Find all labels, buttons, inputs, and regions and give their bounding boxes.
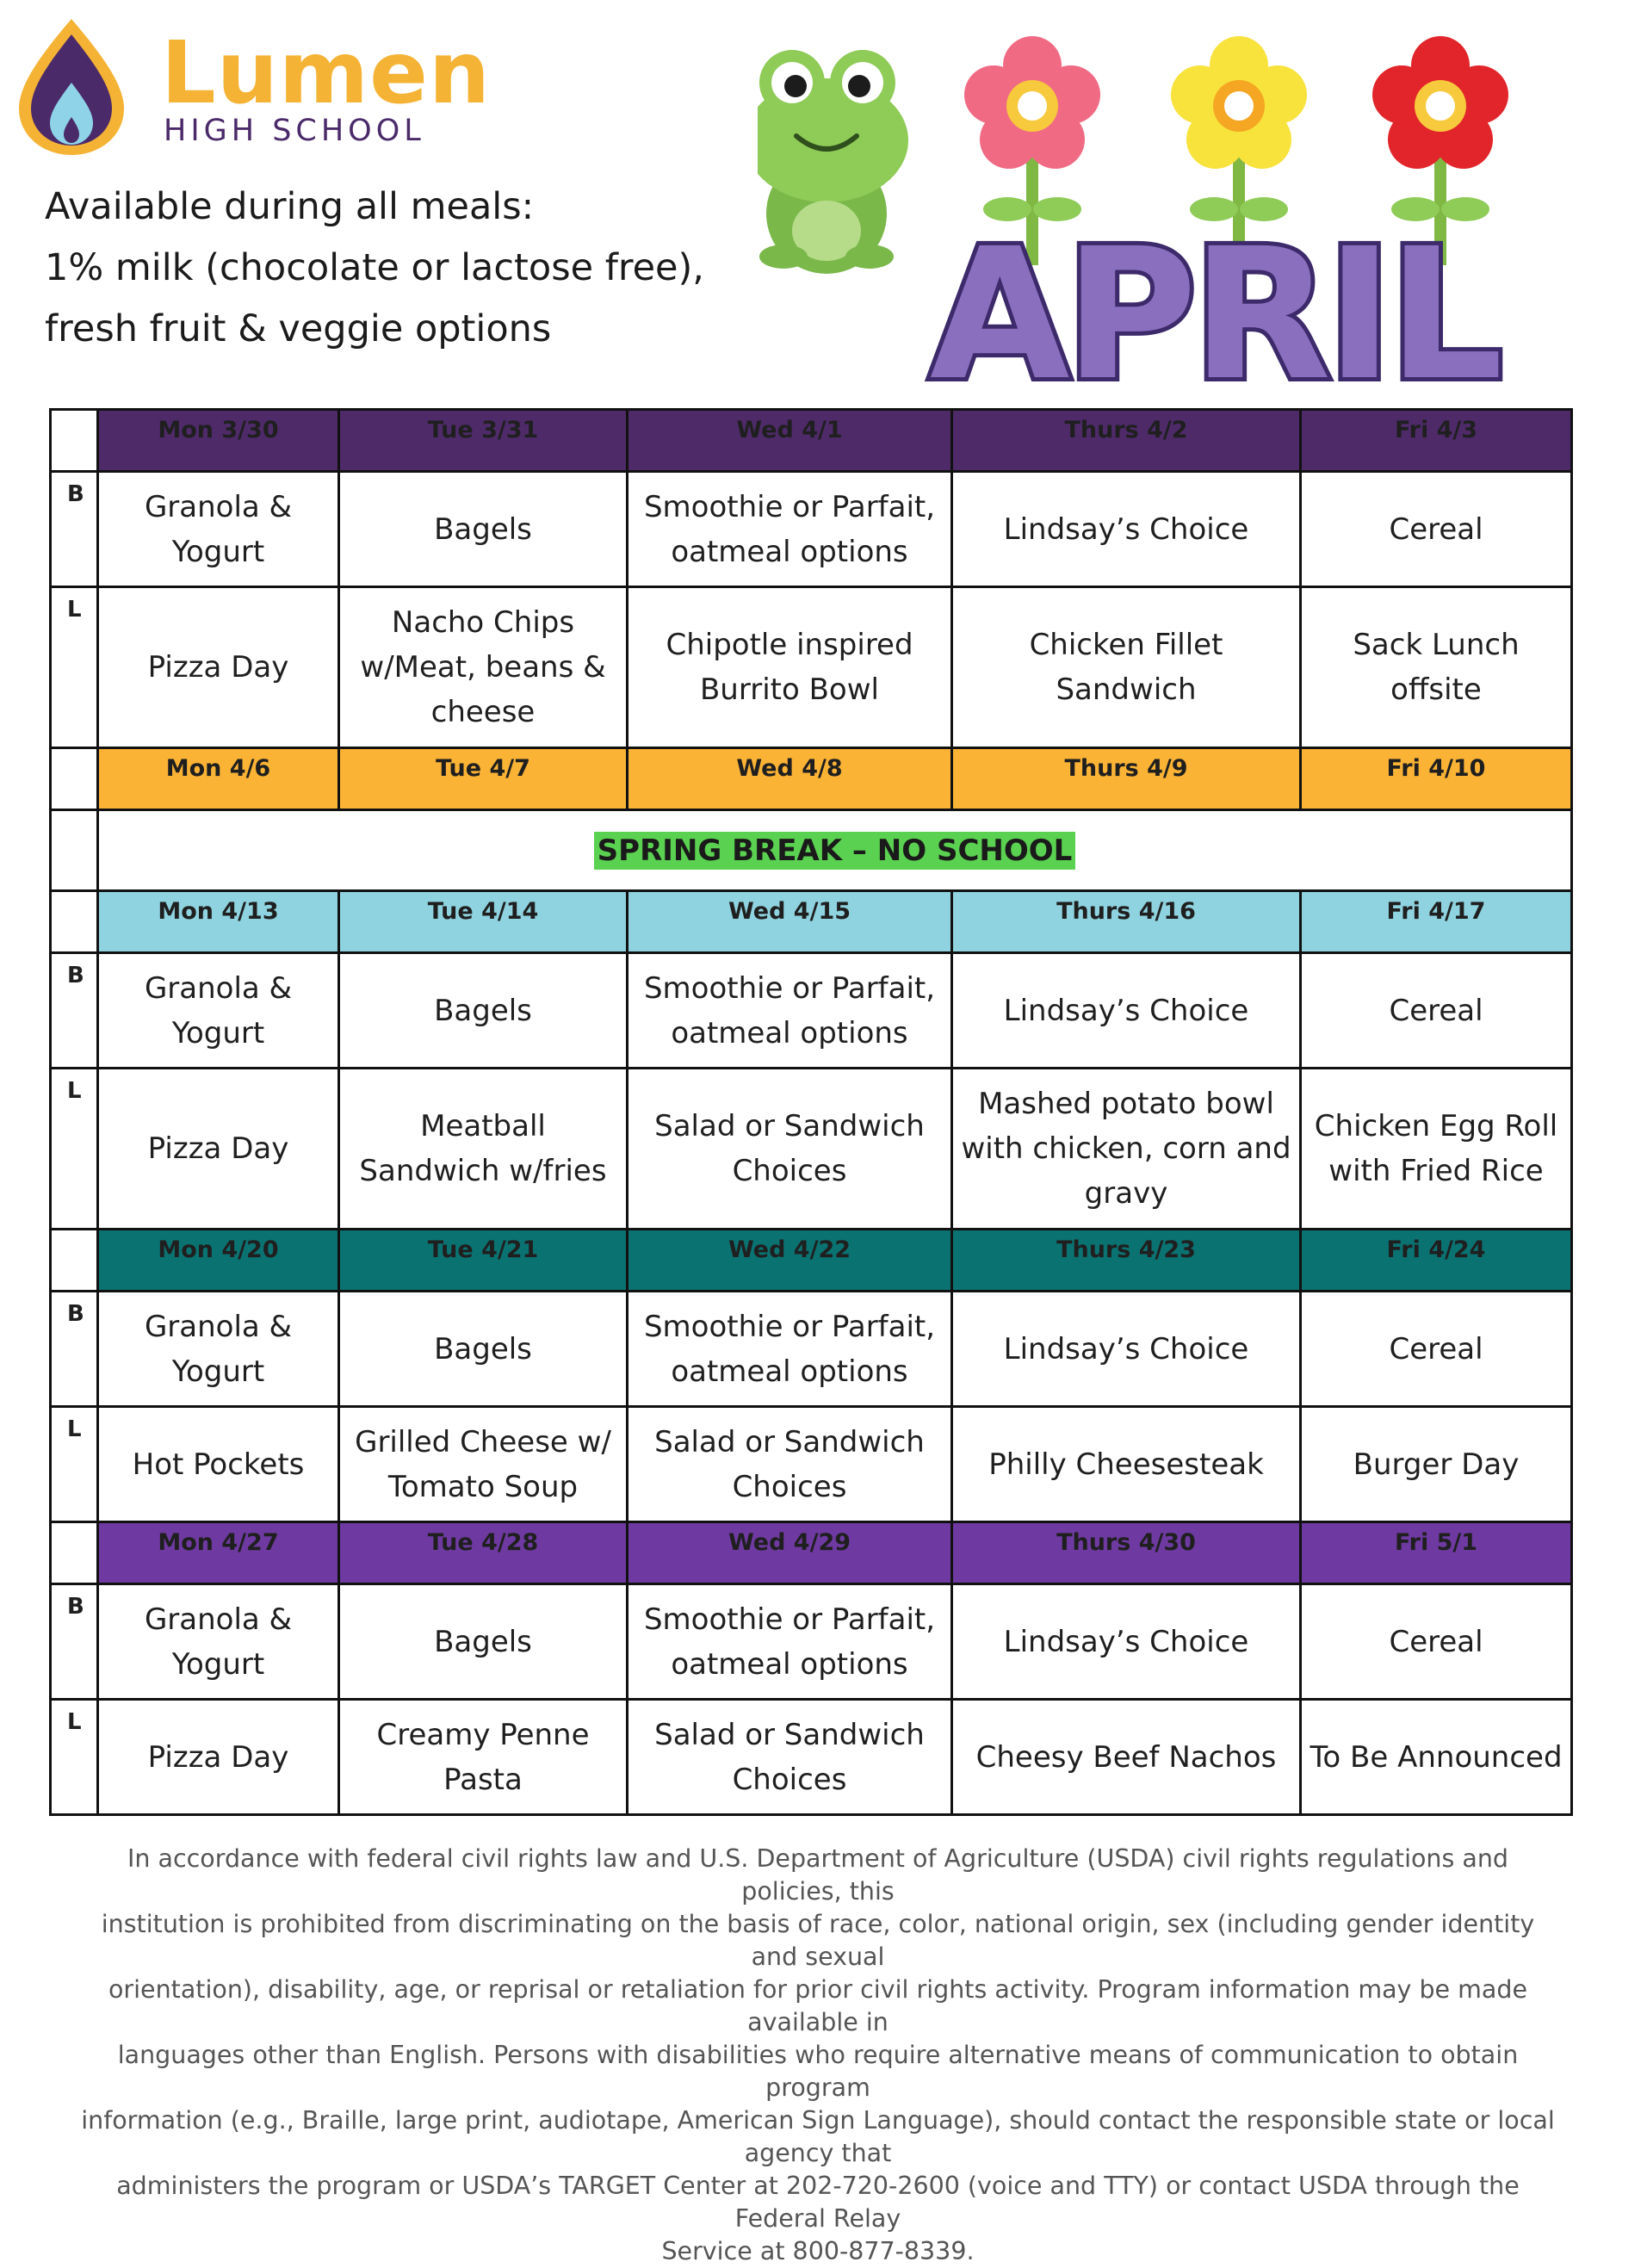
month-title: APRIL [929,209,1499,403]
day-header: Fri 4/17 [1301,891,1572,953]
intro-line: Available during all meals: [45,185,535,228]
menu-table [49,408,1573,1816]
breakfast-menu-cell [339,472,628,587]
menu-item-line: w/Meat, beans & [360,650,606,685]
breakfast-menu-cell [1301,1584,1572,1700]
menu-item-line: Granola & [144,489,293,524]
lunch-menu-cell [952,1069,1301,1230]
breakfast-menu-cell [628,953,952,1069]
breakfast-menu-cell [339,1292,628,1407]
menu-item-line: Mashed potato bowl [978,1087,1274,1121]
lunch-label: L [51,587,98,748]
day-header: Tue 3/31 [339,410,628,472]
menu-item-line: Choices [732,1154,847,1188]
footer-line: orientation), disability, age, or reprisal or retaliation for prior civil rights activity. Program information may be made available in [108,1975,1528,2036]
frog-icon [758,50,908,274]
day-header: Thurs 4/30 [952,1522,1301,1584]
footer-line: In accordance with federal civil rights law and U.S. Department of Agriculture (USDA) civil rights regulations and policies, this [127,1844,1509,1905]
lunch-menu-cell [339,587,628,748]
breakfast-menu-cell [98,472,339,587]
school-subtitle: HIGH SCHOOL [164,114,425,148]
menu-item-line: cheese [430,695,536,729]
lunch-menu-cell [952,587,1301,748]
breakfast-menu-cell [1301,953,1572,1069]
menu-item-line: To Be Announced [1310,1739,1563,1775]
lunch-menu-cell [339,1700,628,1815]
breakfast-label: B [51,953,98,1069]
lunch-menu-cell [1301,1407,1572,1522]
row-label-blank [51,1230,98,1292]
menu-item-line: Salad or Sandwich [654,1109,925,1143]
menu-item-line: Smoothie or Parfait, [643,489,936,524]
menu-item-line: Bagels [434,1624,532,1659]
menu-item-line: offsite [1390,672,1482,707]
lunch-menu-cell [628,1407,952,1522]
lunch-menu-cell [1301,1700,1572,1815]
breakfast-label: B [51,472,98,587]
menu-item-line: Nacho Chips [391,605,575,640]
menu-item-line: Burrito Bowl [699,672,879,707]
menu-item-line: Tomato Soup [387,1469,579,1504]
menu-item-line: with chicken, corn and [961,1131,1291,1166]
lunch-menu-cell [98,1407,339,1522]
lunch-menu-cell [339,1069,628,1230]
breakfast-menu-cell [98,1292,339,1407]
menu-item-line: Sandwich [1056,672,1197,707]
day-header: Wed 4/8 [628,748,952,810]
day-header: Mon 4/27 [98,1522,339,1584]
menu-item-line: with Fried Rice [1328,1154,1544,1188]
menu-item-line: Philly Cheesesteak [988,1447,1264,1482]
week-header-row [51,410,1572,472]
lunch-label: L [51,1407,98,1522]
day-header: Tue 4/21 [339,1230,628,1292]
lunch-label: L [51,1069,98,1230]
menu-item-line: Cereal [1389,1624,1483,1659]
lunch-menu-cell [628,1069,952,1230]
menu-item-line: Cereal [1389,1331,1483,1366]
spring-break-banner: SPRING BREAK – NO SCHOOL [594,832,1076,870]
breakfast-menu-cell [339,953,628,1069]
lunch-menu-cell [628,587,952,748]
menu-item-line: Choices [732,1762,847,1797]
lunch-row [51,1407,1572,1522]
menu-item-line: oatmeal options [671,1646,908,1682]
intro-line: 1% milk (chocolate or lactose free), [45,246,704,289]
menu-item-line: Choices [732,1469,847,1504]
breakfast-label: B [51,1292,98,1407]
nondiscrimination-statement [77,1843,1558,2268]
menu-item-line: oatmeal options [671,534,908,569]
spring-break-row [51,810,1572,891]
lunch-menu-cell [1301,587,1572,748]
menu-item-line: Lindsay’s Choice [1003,1331,1249,1366]
school-name: Lumen [161,22,492,123]
day-header: Mon 3/30 [98,410,339,472]
day-header: Thurs 4/2 [952,410,1301,472]
breakfast-menu-cell [628,472,952,587]
lunch-menu-cell [628,1700,952,1815]
day-header: Fri 4/3 [1301,410,1572,472]
menu-item-line: Bagels [434,511,532,547]
menu-item-line: Chicken Fillet [1029,628,1223,662]
day-header: Tue 4/7 [339,748,628,810]
menu-item-line: oatmeal options [671,1015,908,1050]
lunch-menu-cell [952,1407,1301,1522]
menu-item-line: Salad or Sandwich [654,1424,925,1459]
row-label-blank [51,1522,98,1584]
menu-item-line: Smoothie or Parfait, [643,1602,936,1637]
menu-item-line: Yogurt [171,1354,265,1389]
week-header-row [51,891,1572,953]
lunch-menu-cell [98,1700,339,1815]
spring-break-cell [98,810,1572,891]
breakfast-menu-cell [1301,1292,1572,1407]
menu-item-line: Sandwich w/fries [359,1154,607,1188]
day-header: Wed 4/22 [628,1230,952,1292]
menu-item-line: Bagels [434,993,532,1028]
footer-line: languages other than English. Persons with disabilities who require alternative means of communication to obtain program [117,2041,1519,2102]
lunch-menu-cell [952,1700,1301,1815]
breakfast-menu-cell [952,472,1301,587]
row-label-blank [51,891,98,953]
breakfast-menu-cell [952,1584,1301,1700]
breakfast-row [51,953,1572,1069]
breakfast-menu-cell [952,953,1301,1069]
menu-item-line: Grilled Cheese w/ [355,1424,611,1459]
day-header: Wed 4/1 [628,410,952,472]
menu-item-line: Smoothie or Parfait, [643,1309,936,1344]
footer-line: institution is prohibited from discriminating on the basis of race, color, national origin, sex (including gender identity and sexual [101,1910,1535,1971]
menu-item-line: Lindsay’s Choice [1003,511,1249,547]
week-header-row [51,748,1572,810]
menu-item-line: Pizza Day [147,1131,289,1166]
breakfast-menu-cell [98,1584,339,1700]
menu-item-line: Granola & [144,1602,293,1637]
menu-item-line: Creamy Penne [376,1717,590,1752]
breakfast-row [51,472,1572,587]
lunch-menu-cell [98,587,339,748]
footer-line: administers the program or USDA’s TARGET Center at 202-720-2600 (voice and TTY) or contact USDA through the Federal Relay [116,2172,1520,2233]
menu-item-line: Lindsay’s Choice [1003,993,1249,1028]
lunch-row [51,1069,1572,1230]
breakfast-menu-cell [628,1584,952,1700]
menu-item-line: Lindsay’s Choice [1003,1624,1249,1659]
breakfast-menu-cell [952,1292,1301,1407]
breakfast-menu-cell [1301,472,1572,587]
menu-item-line: Burger Day [1353,1447,1520,1482]
day-header: Fri 4/24 [1301,1230,1572,1292]
menu-item-line: Pizza Day [147,1739,289,1775]
menu-item-line: Hot Pockets [132,1447,305,1482]
footer-line: information (e.g., Braille, large print, audiotape, American Sign Language), should contact the responsible state or local agency that [81,2106,1555,2167]
menu-item-line: Granola & [144,970,293,1006]
menu-item-line: Cereal [1389,511,1483,547]
breakfast-menu-cell [98,953,339,1069]
day-header: Tue 4/28 [339,1522,628,1584]
week-header-row [51,1230,1572,1292]
week-header-row [51,1522,1572,1584]
menu-item-line: Salad or Sandwich [654,1717,925,1752]
day-header: Thurs 4/23 [952,1230,1301,1292]
menu-item-line: Chipotle inspired [666,628,913,662]
menu-item-line: Pizza Day [147,650,289,685]
row-label-blank [51,810,98,891]
breakfast-row [51,1292,1572,1407]
menu-item-line: Chicken Egg Roll [1314,1109,1558,1143]
header-illustration [758,24,1644,403]
day-header: Fri 5/1 [1301,1522,1572,1584]
menu-item-line: Meatball [420,1109,546,1143]
lunch-menu-cell [98,1069,339,1230]
menu-item-line: Cereal [1389,993,1483,1028]
menu-item-line: oatmeal options [671,1354,908,1389]
breakfast-row [51,1584,1572,1700]
footer-line: Service at 800-877-8339. [661,2237,975,2265]
day-header: Thurs 4/16 [952,891,1301,953]
day-header: Fri 4/10 [1301,748,1572,810]
menu-item-line: gravy [1084,1176,1168,1211]
menu-item-line: Yogurt [171,534,265,569]
day-header: Wed 4/29 [628,1522,952,1584]
day-header: Mon 4/6 [98,748,339,810]
lunch-label: L [51,1700,98,1815]
row-label-blank [51,748,98,810]
breakfast-menu-cell [339,1584,628,1700]
day-header: Wed 4/15 [628,891,952,953]
breakfast-menu-cell [628,1292,952,1407]
lunch-row [51,587,1572,748]
row-label-blank [51,410,98,472]
day-header: Thurs 4/9 [952,748,1301,810]
menu-item-line: Sack Lunch [1353,628,1520,662]
lunch-menu-cell [1301,1069,1572,1230]
day-header: Tue 4/14 [339,891,628,953]
intro-line: fresh fruit & veggie options [45,307,552,350]
menu-item-line: Yogurt [171,1015,265,1050]
flame-logo-icon [15,15,127,158]
menu-item-line: Granola & [144,1309,293,1344]
menu-item-line: Bagels [434,1331,532,1366]
menu-item-line: Smoothie or Parfait, [643,970,936,1006]
menu-item-line: Cheesy Beef Nachos [975,1739,1277,1775]
lunch-menu-cell [339,1407,628,1522]
menu-item-line: Pasta [443,1762,523,1797]
day-header: Mon 4/20 [98,1230,339,1292]
menu-item-line: Yogurt [171,1646,265,1682]
lunch-row [51,1700,1572,1815]
breakfast-label: B [51,1584,98,1700]
day-header: Mon 4/13 [98,891,339,953]
